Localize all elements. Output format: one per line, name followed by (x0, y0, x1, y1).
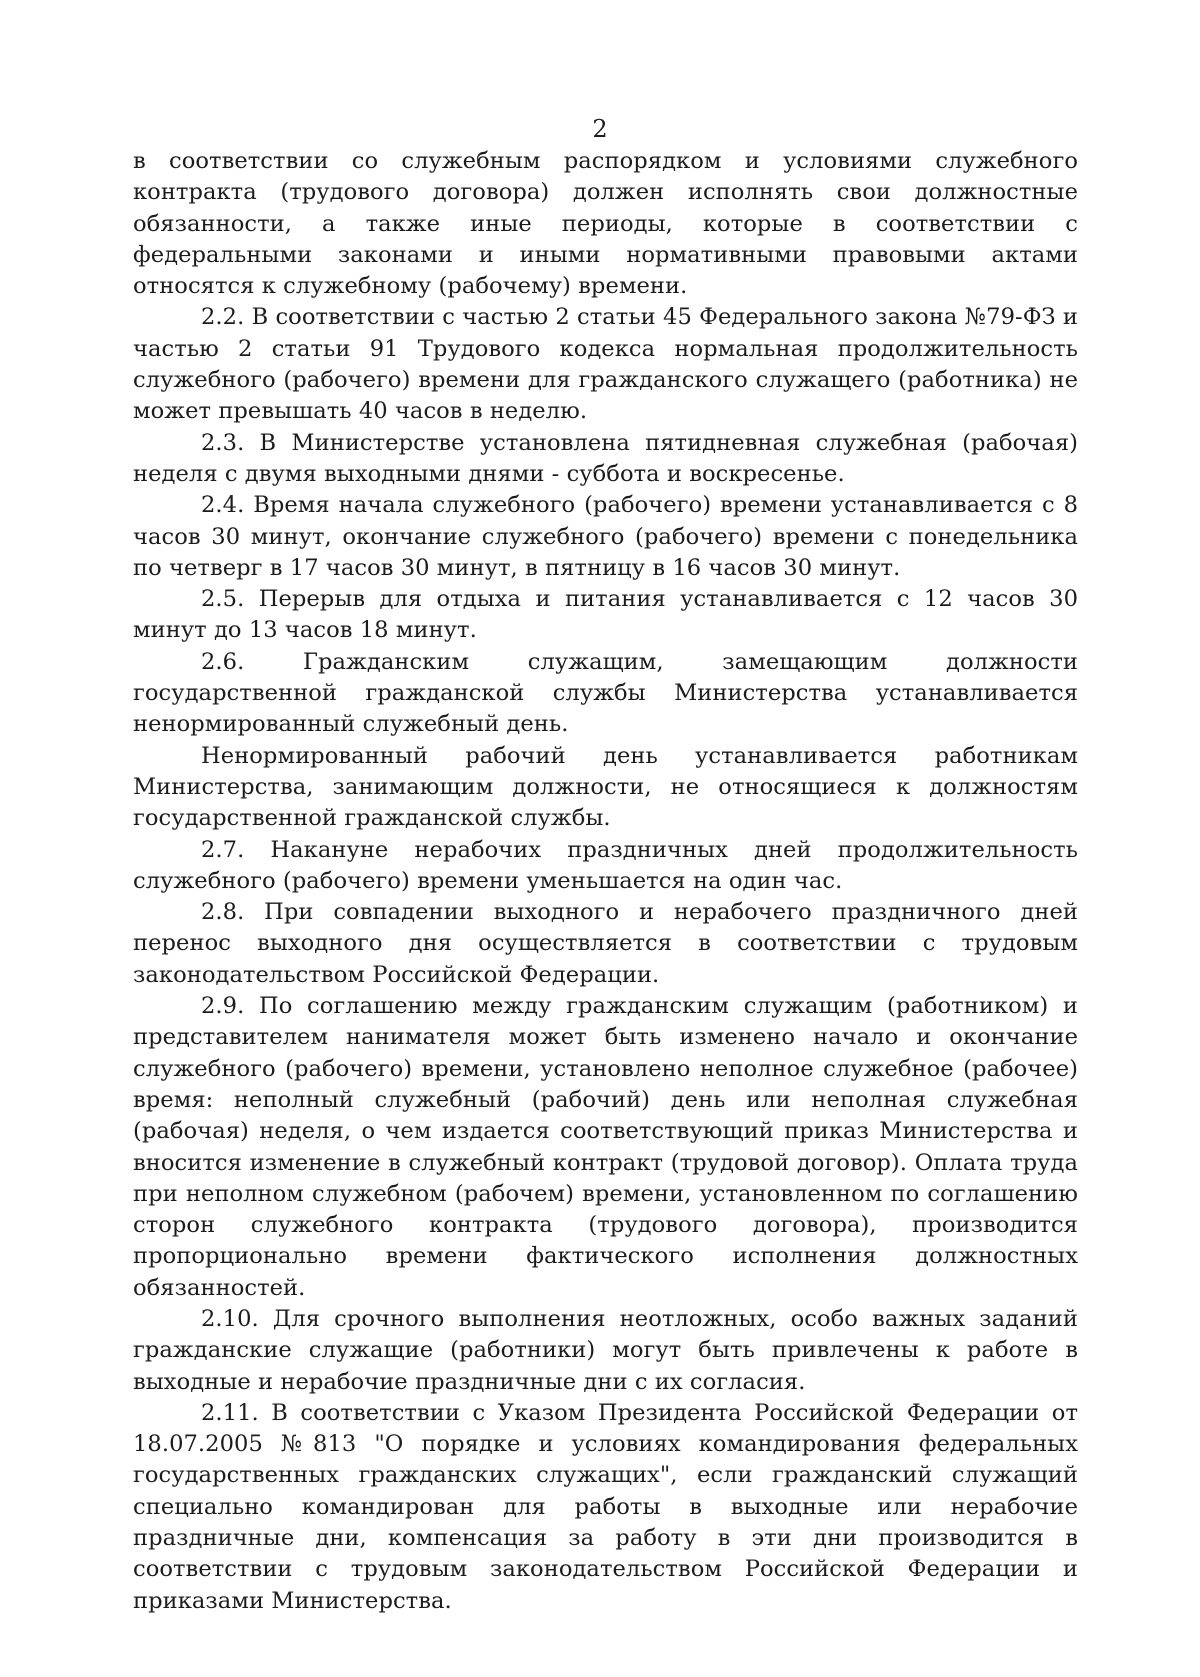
paragraph-2-2: 2.2. В соответствии с частью 2 статьи 45 Федерального закона №79-ФЗ и частью 2 статьи 91 Трудового кодекса нормальная продолжительность служебного (рабочего) времени для гражданского служащего (работника) не может превышать 40 часов в неделю. (133, 304, 1078, 425)
paragraph-2-9: 2.9. По соглашению между гражданским служащим (работником) и представителем нанимателя может быть изменено начало и окончание служебного (рабочего) времени, установлено неполное служебное (рабочее) время: неполный служебный (рабочий) день или неполная служебная (рабочая) неделя, о чем издается соответствующий приказ Министерства и вносится изменение в служебный контракт (трудовой договор). Оплата труда при неполном служебном (рабочем) времени, установленном по соглашению сторон служебного контракта (трудового договора), производится пропорционально времени фактического исполнения должностных обязанностей. (133, 993, 1078, 1301)
paragraph-2-11: 2.11. В соответствии с Указом Президента Российской Федерации от 18.07.2005 №813 "О порядке и условиях командирования федеральных государственных гражданских служащих", если гражданский служащий специально командирован для работы в выходные или нерабочие праздничные дни, компенсация за работу в эти дни производится в соответствии с трудовым законодательством Российской Федерации и приказами Министерства. (133, 1399, 1078, 1614)
paragraph-2-4: 2.4. Время начала служебного (рабочего) времени устанавливается с 8 часов 30 минут, окончание служебного (рабочего) времени с понедельника по четверг в 17 часов 30 минут, в пятницу в 16 часов 30 минут. (133, 492, 1078, 581)
paragraph-2-8: 2.8. При совпадении выходного и нерабочего праздничного дней перенос выходного дня осуществляется в соответствии с трудовым законодательством Российской Федерации. (133, 899, 1078, 988)
paragraph-continuation: в соответствии со служебным распорядком и условиями служебного контракта (трудового договора) должен исполнять свои должностные обязанности, а также иные периоды, которые в соответствии с федеральными законами и иными нормативными правовыми актами относятся к служебному (рабочему) времени. (133, 148, 1078, 300)
document-body (133, 146, 1078, 1617)
paragraph-2-6: 2.6. Гражданским служащим, замещающим должности государственной гражданской службы Министерства устанавливается ненормированный служебный день. (133, 648, 1078, 738)
paragraph-2-6-continued: Ненормированный рабочий день устанавливается работникам Министерства, занимающим должности, не относящиеся к должностям государственной гражданской службы. (133, 742, 1078, 832)
paragraph-2-5: 2.5. Перерыв для отдыха и питания устанавливается с 12 часов 30 минут до 13 часов 18 минут. (133, 586, 1078, 644)
page-number: 2 (592, 115, 608, 143)
paragraph-2-7: 2.7. Накануне нерабочих праздничных дней продолжительность служебного (рабочего) времени уменьшается на один час. (133, 836, 1078, 894)
paragraph-2-10: 2.10. Для срочного выполнения неотложных, особо важных заданий гражданские служащие (работники) могут быть привлечены к работе в выходные и нерабочие праздничные дни с их согласия. (133, 1305, 1078, 1395)
paragraph-2-3: 2.3. В Министерстве установлена пятидневная служебная (рабочая) неделя с двумя выходными днями - суббота и воскресенье. (133, 429, 1078, 487)
